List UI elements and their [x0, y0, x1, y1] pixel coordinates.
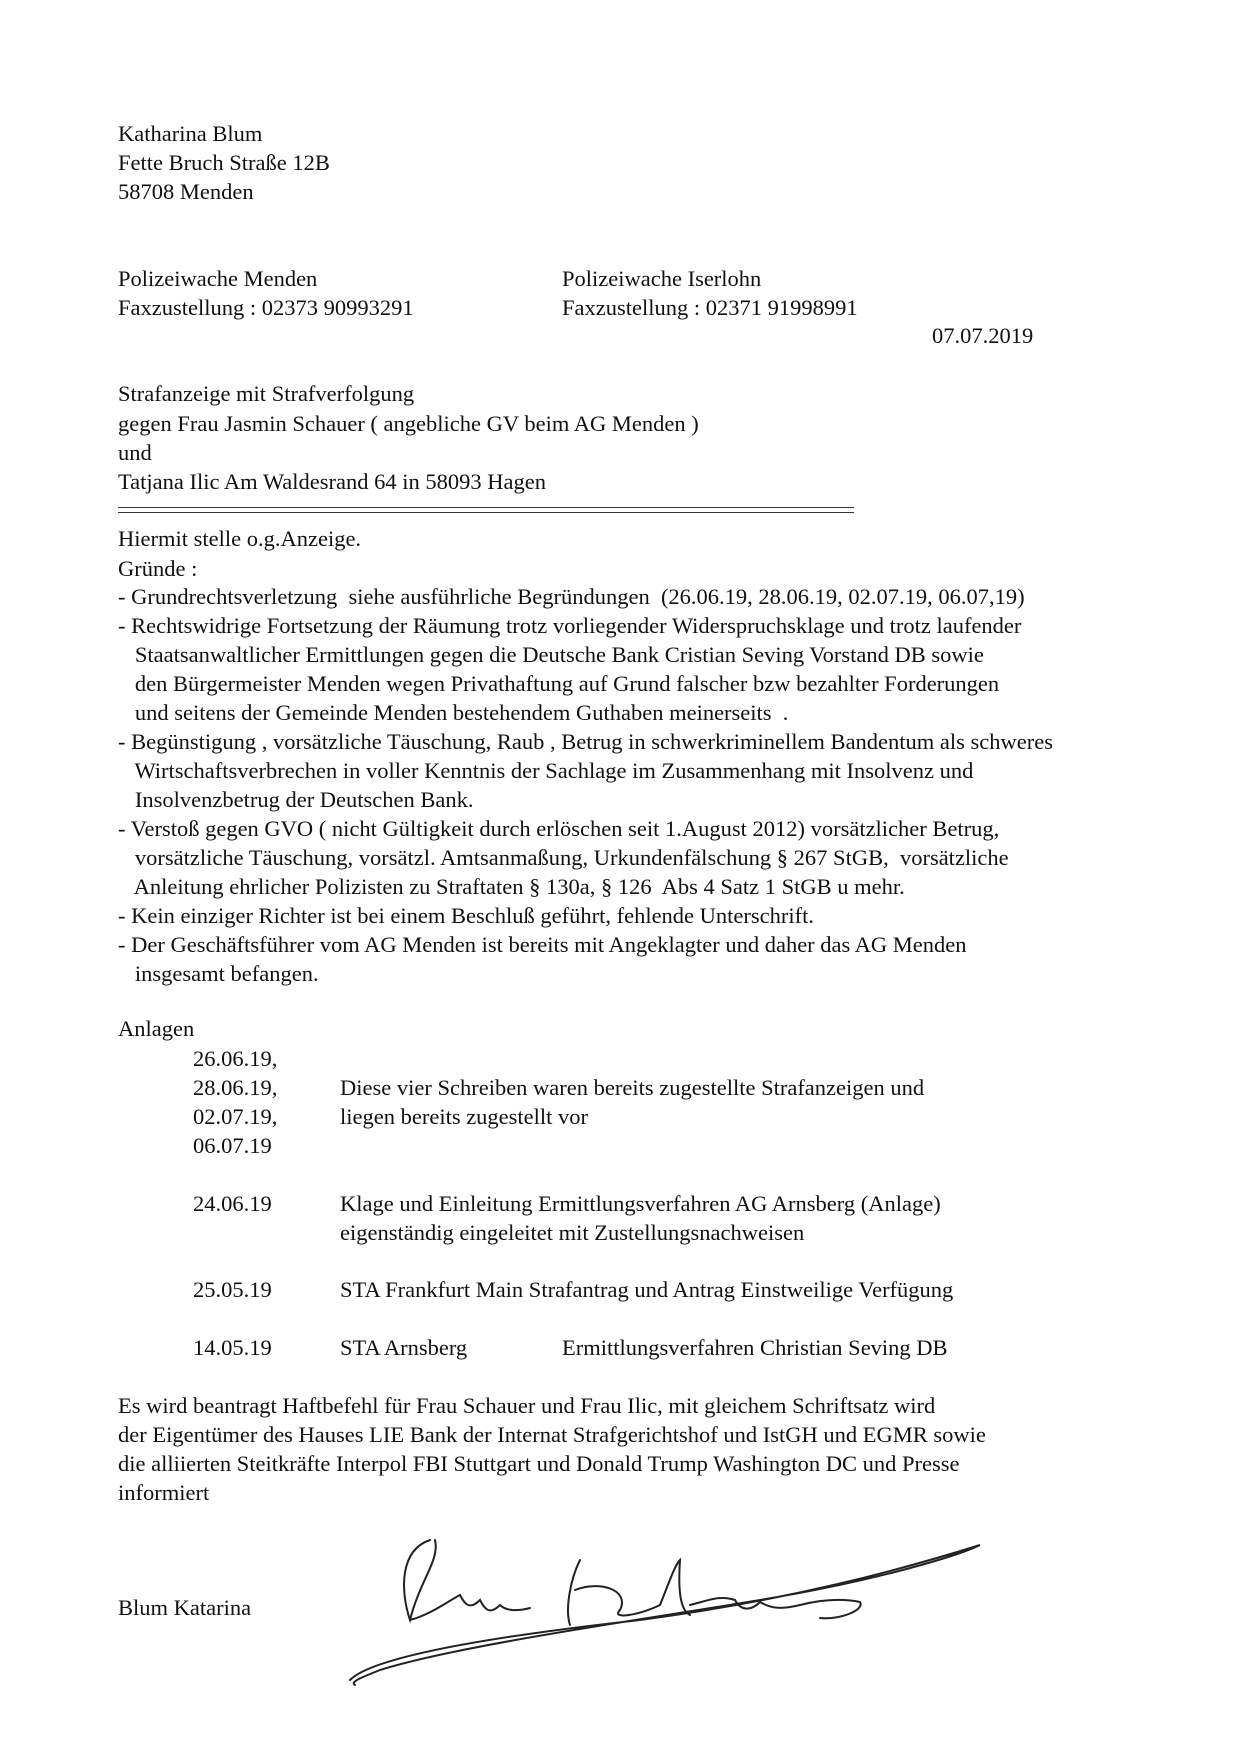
- reason-line: Wirtschaftsverbrechen in voller Kenntnis der Sachlage im Zusammenhang mit Insolvenz und: [118, 758, 974, 783]
- attachment-date: 24.06.19: [193, 1191, 272, 1216]
- double-divider: [118, 507, 854, 513]
- reason-line: - Kein einziger Richter ist bei einem Beschluß geführt, fehlende Unterschrift.: [118, 903, 815, 928]
- reason-line: und seitens der Gemeinde Menden bestehendem Guthaben meinerseits .: [118, 700, 789, 725]
- recipient-name: Polizeiwache Menden: [118, 266, 318, 291]
- reason-line: Anleitung ehrlicher Polizisten zu Straftaten § 130a, § 126 Abs 4 Satz 1 StGB u mehr.: [118, 874, 905, 899]
- signature-name: Blum Katarina: [118, 1595, 252, 1620]
- closing-line: die alliierten Steitkräfte Interpol FBI Stuttgart und Donald Trump Washington DC und Presse: [118, 1451, 960, 1476]
- reason-line: den Bürgermeister Menden wegen Privathaftung auf Grund falscher bzw bezahlter Forderungen: [118, 671, 1000, 696]
- sender-city: 58708 Menden: [118, 179, 254, 204]
- attachment-date: 28.06.19,: [193, 1075, 278, 1100]
- subject-line: Strafanzeige mit Strafverfolgung: [118, 381, 415, 406]
- attachment-date: 02.07.19,: [193, 1104, 278, 1129]
- attachment-text: Diese vier Schreiben waren bereits zugestellte Strafanzeigen und: [340, 1075, 925, 1100]
- attachment-text: Ermittlungsverfahren Christian Seving DB: [562, 1335, 948, 1360]
- recipient-fax: Faxzustellung : 02371 91998991: [562, 295, 858, 320]
- subject-line: und: [118, 440, 152, 465]
- reason-line: - Grundrechtsverletzung siehe ausführliche Begründungen (26.06.19, 28.06.19, 02.07.19, 06.07,19): [118, 584, 1025, 609]
- attachment-date: 14.05.19: [193, 1335, 272, 1360]
- reason-line: insgesamt befangen.: [118, 961, 319, 986]
- subject-line: gegen Frau Jasmin Schauer ( angebliche GV beim AG Menden ): [118, 411, 699, 436]
- reason-line: Staatsanwaltlicher Ermittlungen gegen die Deutsche Bank Cristian Seving Vorstand DB sowie: [118, 642, 984, 667]
- reasons-heading: Gründe :: [118, 556, 198, 581]
- subject-line: Tatjana Ilic Am Waldesrand 64 in 58093 Hagen: [118, 469, 546, 494]
- reason-line: vorsätzliche Täuschung, vorsätzl. Amtsanmaßung, Urkundenfälschung § 267 StGB, vorsätzliche: [118, 845, 1009, 870]
- intro: Hiermit stelle o.g.Anzeige.: [118, 526, 362, 551]
- attachment-date: 26.06.19,: [193, 1046, 278, 1071]
- attachment-text: Klage und Einleitung Ermittlungsverfahren AG Arnsberg (Anlage): [340, 1191, 941, 1216]
- attachment-date: 06.07.19: [193, 1133, 272, 1158]
- reason-line: - Begünstigung , vorsätzliche Täuschung, Raub , Betrug in schwerkriminellem Bandentum als schweres: [118, 729, 1054, 754]
- closing-line: Es wird beantragt Haftbefehl für Frau Schauer und Frau Ilic, mit gleichem Schriftsatz wird: [118, 1393, 936, 1418]
- reason-line: - Verstoß gegen GVO ( nicht Gültigkeit durch erlöschen seit 1.August 2012) vorsätzlicher Betrug,: [118, 816, 1000, 841]
- closing-line: informiert: [118, 1480, 210, 1505]
- recipient-fax: Faxzustellung : 02373 90993291: [118, 295, 414, 320]
- reason-line: Insolvenzbetrug der Deutschen Bank.: [118, 787, 474, 812]
- attachment-text: liegen bereits zugestellt vor: [340, 1104, 589, 1129]
- attachments-heading: Anlagen: [118, 1016, 195, 1041]
- reason-line: - Rechtswidrige Fortsetzung der Räumung trotz vorliegender Widerspruchsklage und trotz laufender: [118, 613, 1022, 638]
- recipient-name: Polizeiwache Iserlohn: [562, 266, 762, 291]
- letter-date: 07.07.2019: [932, 323, 1034, 348]
- reason-line: - Der Geschäftsführer vom AG Menden ist bereits mit Angeklagter und daher das AG Menden: [118, 932, 967, 957]
- sender-name: Katharina Blum: [118, 121, 263, 146]
- handwritten-signature: [340, 1520, 1020, 1690]
- attachment-date: 25.05.19: [193, 1277, 272, 1302]
- attachment-text: eigenständig eingeleitet mit Zustellungsnachweisen: [340, 1220, 805, 1245]
- attachment-text: STA Arnsberg: [340, 1335, 468, 1360]
- sender-street: Fette Bruch Straße 12B: [118, 150, 330, 175]
- attachment-text: STA Frankfurt Main Strafantrag und Antrag Einstweilige Verfügung: [340, 1277, 954, 1302]
- closing-line: der Eigentümer des Hauses LIE Bank der Internat Strafgerichtshof und IstGH und EGMR sowie: [118, 1422, 986, 1447]
